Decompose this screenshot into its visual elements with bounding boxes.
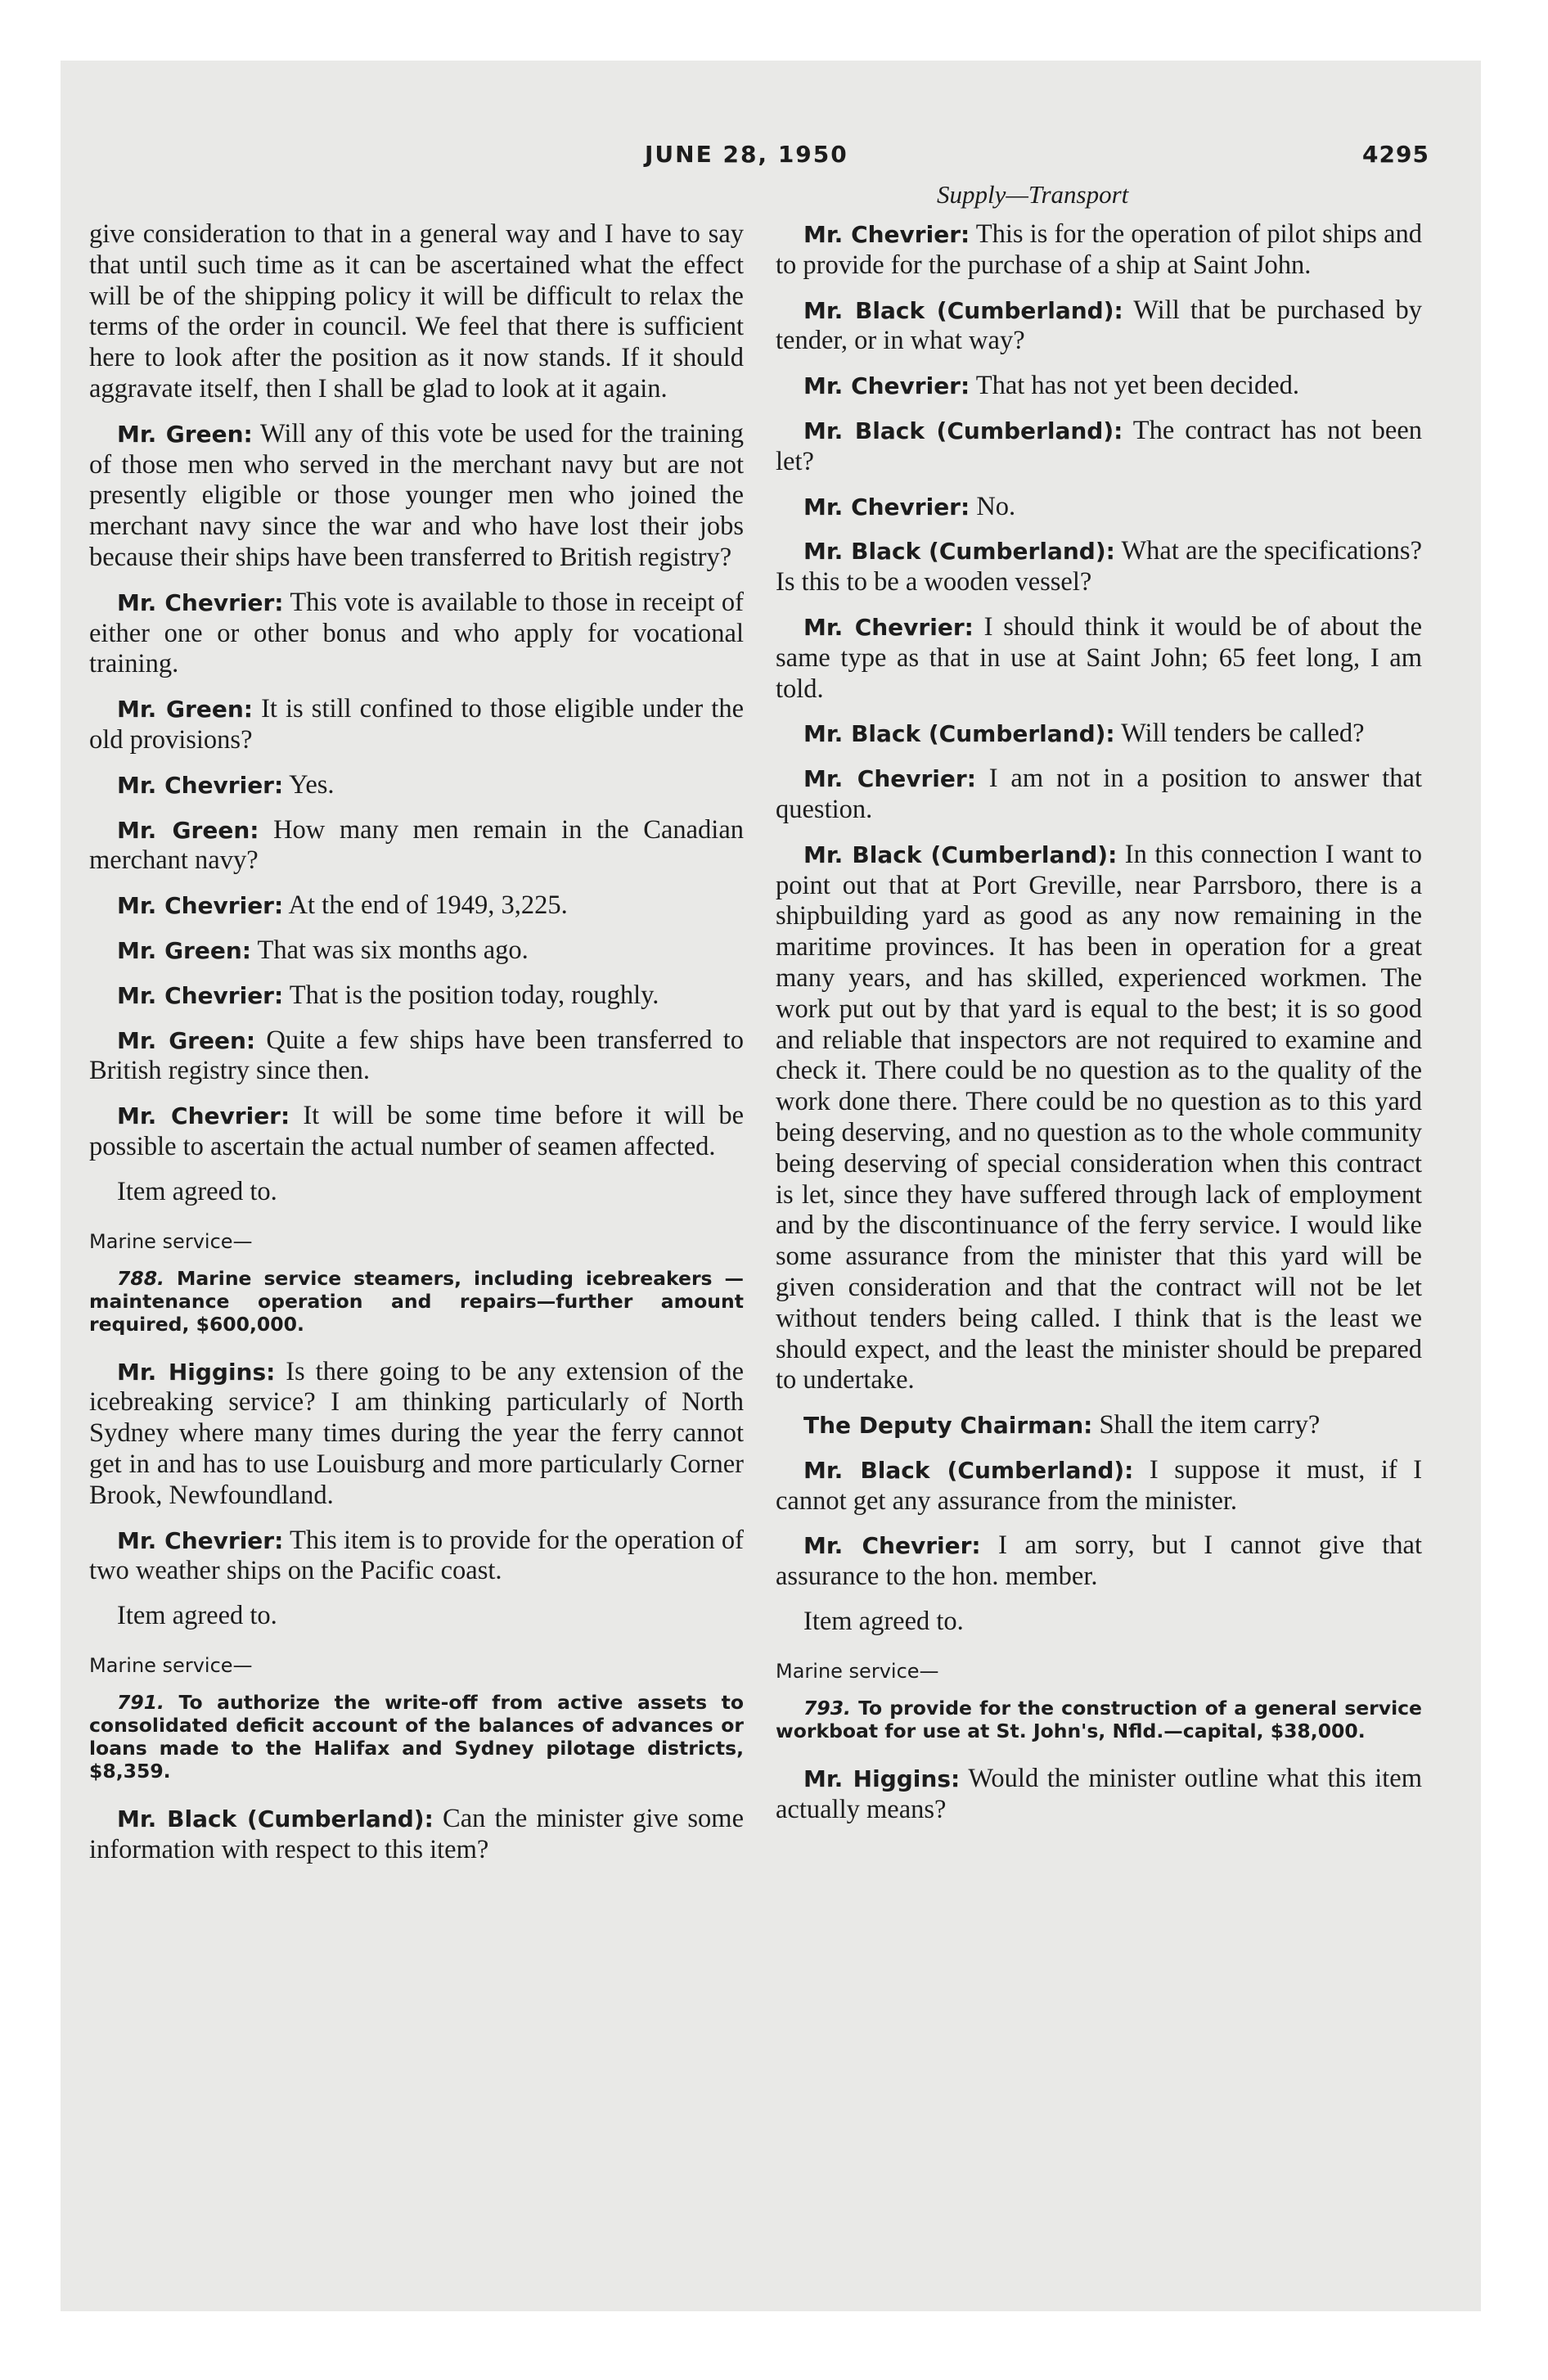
speech-paragraph [776, 840, 1422, 1396]
speech-text: Is there going to be any extension of the icebreaking service? I am thinking particularly of North Sydney where many times during the year the ferry cannot get in and has to use Louisburg and more particularly Corner Brook, Newfoundland. [89, 1356, 745, 1510]
speech-paragraph [776, 1410, 1422, 1441]
speech-text: Quite a few ships have been transferred to British registry since then. [89, 1025, 744, 1086]
speaker-name: Mr. Green: [117, 696, 253, 723]
speech-text: I suppose it must, if I cannot get any assurance from the minister. [776, 1454, 1423, 1516]
speech-text: What are the specifications? Is this to be a wooden vessel? [776, 536, 1423, 597]
speech-paragraph [776, 295, 1422, 358]
speech-text: Yes. [289, 769, 335, 800]
speech-paragraph [89, 890, 744, 922]
speech-text: Will any of this vote be used for the training of those men who served in the merchant navy but are not presently eligible or those younger men who joined the merchant navy since the war and who have lost their jobs because their ships have been transferred to British registry? [89, 418, 744, 572]
speech-text: This item is to provide for the operation of two weather ships on the Pacific coast. [89, 1525, 745, 1586]
section-title: Supply—Transport [937, 180, 1129, 209]
speech-paragraph [776, 1455, 1422, 1517]
speaker-name: Mr. Chevrier: [117, 1526, 284, 1554]
speech-text: Item agreed to. [803, 1607, 964, 1637]
speaker-name: Mr. Chevrier: [803, 372, 970, 400]
speech-paragraph [89, 694, 744, 756]
speech-paragraph [776, 719, 1422, 750]
speech-paragraph [776, 1530, 1422, 1593]
vote-number: 788. [117, 1266, 164, 1290]
speech-paragraph [89, 935, 744, 967]
speaker-name: Mr. Chevrier: [803, 1532, 981, 1560]
speech-text: How many men remain in the Canadian merchant navy? [89, 814, 744, 876]
speech-text: Can the minister give some information with respect to this item? [89, 1803, 745, 1864]
speech-text: Will that be purchased by tender, or in what way? [776, 295, 1422, 356]
speech-text: I should think it would be of about the same type as that in use at Saint John; 65 feet long, I am told. [776, 611, 1422, 704]
speech-paragraph [89, 419, 744, 574]
speech-text: Will tenders be called? [1121, 719, 1365, 749]
speech-text: It is still confined to those eligible under the old provisions? [89, 694, 744, 755]
speech-text: In this connection I want to point out that at Port Greville, near Parrsboro, there is a shipbuilding yard as good as any now remaining in the maritime provinces. It has been in operation for a great many years, and has skilled, experienced workmen. The work put out by that yard is equal to the best; it is so good and reliable that inspectors are not required to examine and check it. There could be no question as to the quality of the work done there. There could be no question as to this yard being deserving, and no question as to the whole community being deserving of special consideration when this contract is let, since they have suffered through lack of employment and by the discontinuance of the ferry service. I would like some assurance from the minister that this yard will be given consideration and that the contract will not be let without tenders being called. I think that is the least we should expect, and the least the minister should be prepared to undertake. [776, 839, 1422, 1395]
section-heading: Marine service— [89, 1653, 253, 1677]
speaker-name: Mr. Chevrier: [803, 613, 974, 641]
speaker-name: Mr. Black (Cumberland): [117, 1805, 434, 1832]
speaker-name: Mr. Green: [117, 1026, 256, 1054]
speech-paragraph [89, 1025, 744, 1088]
left-column [89, 219, 744, 1879]
speech-text: Item agreed to. [117, 1601, 277, 1631]
speech-paragraph [89, 1601, 744, 1632]
speaker-name: Mr. Chevrier: [803, 221, 970, 248]
speech-paragraph [89, 1804, 744, 1866]
speaker-name: Mr. Black (Cumberland): [803, 841, 1118, 868]
vote-item [89, 1691, 744, 1783]
speech-paragraph [89, 1357, 744, 1512]
speaker-name: Mr. Black (Cumberland): [803, 720, 1115, 748]
speaker-name: Mr. Green: [117, 936, 251, 964]
speech-paragraph [89, 815, 744, 877]
speech-paragraph [89, 770, 744, 801]
speech-text: I am sorry, but I cannot give that assurance to the hon. member. [776, 1530, 1422, 1592]
speech-paragraph [89, 1177, 744, 1208]
speech-paragraph [776, 219, 1422, 282]
speech-text: give consideration to that in a general way and I have to say that until such time as it can be ascertained what the effect will be of the shipping policy it will be difficult to relax the terms of the order in council. We feel that there is sufficient here to look after the position as it now stands. If it should aggravate itself, then I shall be glad to look at it again. [89, 219, 744, 403]
speech-text: I am not in a position to answer that question. [776, 764, 1422, 824]
speech-paragraph [776, 1764, 1422, 1826]
vote-text: To authorize the write-off from active assets to consolidated deficit account of the balances of advances or loans made to the Halifax and Sydney pilotage districts, $8,359. [89, 1690, 744, 1783]
speech-paragraph [89, 1526, 744, 1588]
speech-paragraph [776, 492, 1422, 523]
speaker-name: Mr. Higgins: [117, 1358, 276, 1386]
section-heading: Marine service— [89, 1229, 253, 1253]
vote-text: Marine service steamers, including icebreakers —maintenance operation and repairs—further amount required, $600,000. [89, 1266, 744, 1336]
speaker-name: Mr. Chevrier: [117, 771, 284, 799]
speaker-name: Mr. Higgins: [803, 1765, 961, 1792]
speaker-name: Mr. Chevrier: [117, 892, 284, 920]
speech-paragraph [89, 219, 744, 405]
page-number: 4295 [1362, 141, 1429, 168]
speech-paragraph [776, 536, 1422, 598]
speaker-name: Mr. Green: [117, 816, 259, 844]
speaker-name: Mr. Black (Cumberland): [803, 296, 1123, 324]
speaker-name: Mr. Chevrier: [803, 765, 976, 793]
speech-text: Would the minister outline what this item actually means? [776, 1763, 1422, 1824]
section-heading: Marine service— [776, 1659, 939, 1683]
speaker-name: Mr. Black (Cumberland): [803, 417, 1123, 444]
speech-paragraph [776, 416, 1422, 478]
speech-text: That is the position today, roughly. [289, 980, 659, 1010]
speech-paragraph [89, 980, 744, 1012]
speaker-name: Mr. Black (Cumberland): [803, 538, 1115, 566]
speech-text: The contract has not been let? [776, 415, 1422, 476]
speech-paragraph [776, 764, 1422, 826]
speaker-name: Mr. Chevrier: [117, 588, 284, 616]
speech-text: That was six months ago. [257, 935, 529, 965]
speaker-name: The Deputy Chairman: [803, 1412, 1093, 1440]
speech-text: This vote is available to those in receipt of either one or other bonus and who apply for vocational training. [89, 587, 744, 679]
speech-text: At the end of 1949, 3,225. [288, 890, 568, 921]
speech-paragraph [776, 612, 1422, 705]
speech-paragraph [89, 588, 744, 680]
right-column [776, 219, 1422, 1839]
vote-item [776, 1697, 1422, 1742]
speech-text: That has not yet been decided. [975, 371, 1300, 401]
speech-text: No. [976, 491, 1016, 521]
speech-paragraph [89, 1101, 744, 1163]
speech-text: Item agreed to. [117, 1176, 277, 1206]
speech-text: This is for the operation of pilot ships and to provide for the purchase of a ship at Saint John. [776, 219, 1422, 280]
speech-paragraph [776, 1607, 1422, 1638]
vote-number: 793. [803, 1696, 851, 1720]
running-head-date: JUNE 28, 1950 [645, 141, 848, 168]
vote-item [89, 1267, 744, 1336]
vote-text: To provide for the construction of a general service workboat for use at St. John's, Nfld.—capital, $38,000. [776, 1696, 1422, 1742]
vote-number: 791. [117, 1690, 164, 1714]
speaker-name: Mr. Green: [117, 420, 253, 448]
speaker-name: Mr. Chevrier: [117, 1102, 290, 1130]
speech-text: It will be some time before it will be possible to ascertain the actual number of seamen affected. [89, 1101, 744, 1161]
speaker-name: Mr. Chevrier: [117, 981, 284, 1009]
speech-text: Shall the item carry? [1099, 1410, 1321, 1440]
speech-paragraph [776, 371, 1422, 402]
speaker-name: Mr. Black (Cumberland): [803, 1456, 1134, 1484]
speaker-name: Mr. Chevrier: [803, 493, 970, 521]
